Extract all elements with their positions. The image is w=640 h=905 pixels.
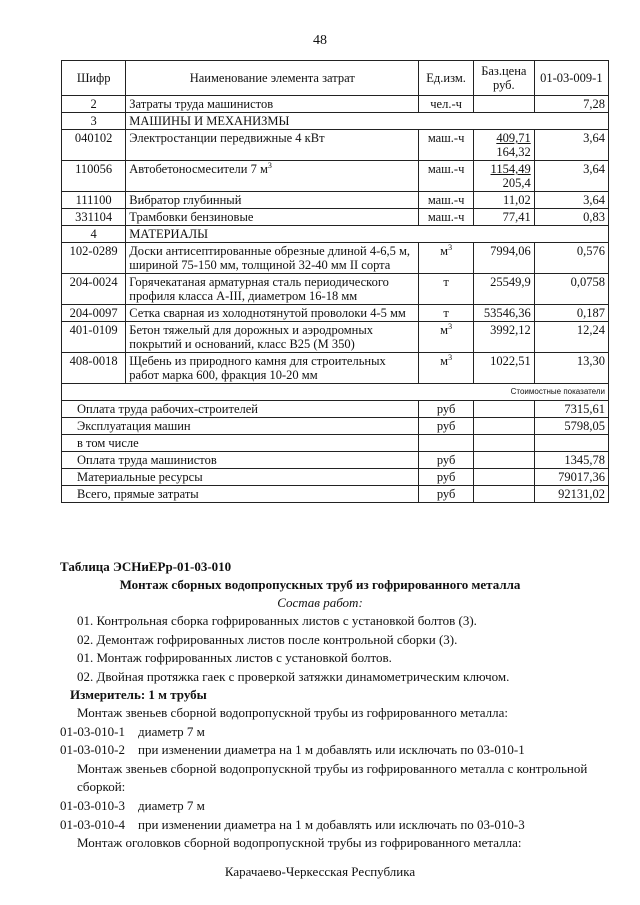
row-code: 3: [62, 113, 126, 130]
row-value: 12,24: [534, 322, 608, 353]
row-price-secondary: 164,32: [496, 145, 531, 159]
row-unit: [419, 130, 474, 161]
cost-table: [61, 60, 609, 503]
summary-price: [473, 452, 534, 469]
norm-text: диаметр 7 м: [138, 723, 205, 739]
header-unit: Ед.изм.: [419, 61, 474, 96]
row-name-text: Затраты труда машинистов: [129, 97, 274, 111]
summary-label: Оплата труда машинистов: [62, 452, 419, 469]
header-code: Шифр: [62, 61, 126, 96]
row-unit-text: маш.-ч: [427, 131, 465, 145]
summary-row: [62, 452, 609, 469]
work-item: 02. Двойная протяжка гаек с проверкой затяжки динамометрическим ключом.: [77, 668, 510, 684]
row-value: 3,64: [534, 161, 608, 192]
table-row: [62, 353, 609, 384]
row-price-value: 25549,9: [490, 275, 531, 289]
row-name-text: Электростанции передвижные 4 кВт: [129, 131, 325, 145]
norm-item: [60, 816, 620, 835]
row-value: 0,187: [534, 305, 608, 322]
summary-value: 79017,36: [534, 469, 608, 486]
norm-code: 01-03-010-3: [60, 797, 125, 813]
row-unit: [419, 305, 474, 322]
summary-row: [62, 401, 609, 418]
row-name: [126, 353, 419, 384]
row-price: [473, 274, 534, 305]
row-name-text: Доски антисептированные обрезные длиной 4-6,5 м, шириной 75-150 мм, толщиной 32-40 мм II сорта: [129, 244, 411, 272]
summary-unit: руб: [419, 418, 474, 435]
table-row: [62, 161, 609, 192]
row-name-text: Вибратор глубинный: [129, 193, 242, 207]
table-row: [62, 243, 609, 274]
row-name: [126, 305, 419, 322]
row-unit-text: т: [443, 275, 449, 289]
row-price-value: 409,71: [496, 131, 531, 145]
row-code: 204-0024: [62, 274, 126, 305]
summary-row: [62, 435, 609, 452]
summary-value: [534, 435, 608, 452]
summary-price: [473, 435, 534, 452]
norm-text: диаметр 7 м: [138, 797, 205, 813]
row-unit-sup: 3: [448, 321, 453, 331]
summary-price: [473, 469, 534, 486]
row-unit-sup: 3: [448, 352, 453, 362]
row-unit: [419, 274, 474, 305]
row-value: 7,28: [534, 96, 608, 113]
summary-row: [62, 418, 609, 435]
row-name: МАТЕРИАЛЫ: [126, 226, 609, 243]
row-value: 0,0758: [534, 274, 608, 305]
row-unit-sup: 3: [448, 242, 453, 252]
row-unit-text: т: [443, 306, 449, 320]
row-price: [473, 209, 534, 226]
norm-description: Монтаж звеньев сборной водопропускной трубы из гофрированного металла:: [77, 705, 509, 720]
table-row: [62, 305, 609, 322]
header-name: Наименование элемента затрат: [126, 61, 419, 96]
row-unit-text: м: [440, 244, 449, 258]
summary-price: [473, 486, 534, 503]
work-item: 01. Монтаж гофрированных листов с установкой болтов.: [77, 650, 392, 666]
summary-body: [62, 401, 609, 503]
summary-label: Всего, прямые затраты: [62, 486, 419, 503]
row-value: 13,30: [534, 353, 608, 384]
row-price: [473, 353, 534, 384]
row-unit: [419, 161, 474, 192]
table-title: Таблица ЭСНиЕРр-01-03-010: [60, 559, 232, 574]
row-code: 408-0018: [62, 353, 126, 384]
row-name: [126, 274, 419, 305]
row-unit: [419, 353, 474, 384]
row-value: 3,64: [534, 192, 608, 209]
row-name-text: Бетон тяжелый для дорожных и аэродромных покрытий и оснований, класс В25 (М 350): [129, 323, 373, 351]
row-unit-text: маш.-ч: [427, 193, 465, 207]
summary-value: 92131,02: [534, 486, 608, 503]
norm-code: 01-03-010-2: [60, 742, 125, 758]
row-value: 0,83: [534, 209, 608, 226]
row-price-value: 1154,49: [490, 162, 531, 176]
row-unit-text: чел.-ч: [430, 97, 462, 111]
summary-unit: [419, 435, 474, 452]
row-price-value: 53546,36: [483, 306, 531, 320]
norm-description: Монтаж оголовков сборной водопропускной трубы из гофрированного металла:: [77, 835, 522, 851]
norm-item: [60, 741, 620, 760]
row-name: МАШИНЫ И МЕХАНИЗМЫ: [126, 113, 609, 130]
row-code: 4: [62, 226, 126, 243]
norm-code: 01-03-010-4: [60, 816, 125, 832]
table-row: [62, 274, 609, 305]
row-name-sup: 3: [267, 160, 272, 170]
row-price: [473, 192, 534, 209]
row-unit: [419, 322, 474, 353]
row-code: 2: [62, 96, 126, 113]
row-name-text: Автобетоносмесители 7 м: [129, 162, 268, 176]
row-unit: [419, 209, 474, 226]
table-row: [62, 130, 609, 161]
summary-row: [62, 469, 609, 486]
summary-unit: руб: [419, 401, 474, 418]
row-unit: [419, 192, 474, 209]
summary-value: 7315,61: [534, 401, 608, 418]
cost-label: Стоимостные показатели: [62, 384, 609, 401]
row-name-text: Щебень из природного камня для строительных работ марка 600, фракция 10-20 мм: [129, 354, 386, 382]
page-footer: Карачаево-Черкесская Республика: [224, 864, 416, 879]
row-name: [126, 322, 419, 353]
table-header-row: [62, 61, 609, 96]
work-list: [60, 612, 620, 686]
norm-description: Монтаж звеньев сборной водопропускной трубы из гофрированного металла с контрольной сборкой:: [77, 760, 588, 795]
page-number: 48: [313, 33, 327, 48]
row-unit: [419, 243, 474, 274]
row-code: 111100: [62, 192, 126, 209]
row-price-secondary: 205,4: [502, 176, 531, 190]
summary-label: Материальные ресурсы: [62, 469, 419, 486]
row-unit: [419, 96, 474, 113]
norm-code: 01-03-010-1: [60, 723, 125, 739]
row-code: 040102: [62, 130, 126, 161]
table-row: [62, 96, 609, 113]
summary-value: 1345,78: [534, 452, 608, 469]
row-value: 3,64: [534, 130, 608, 161]
row-name: [126, 96, 419, 113]
norm-item: [60, 723, 620, 742]
cost-label-row: [62, 384, 609, 401]
row-price-value: 7994,06: [490, 244, 531, 258]
summary-value: 5798,05: [534, 418, 608, 435]
row-name: [126, 161, 419, 192]
row-price: [473, 161, 534, 192]
row-value: 0,576: [534, 243, 608, 274]
norm-text: при изменении диаметра на 1 м добавлять или исключать по 03-010-3: [138, 816, 525, 832]
header-norm: 01-03-009-1: [534, 61, 608, 96]
row-price-value: 77,41: [502, 210, 531, 224]
row-code: 331104: [62, 209, 126, 226]
section-header-row: [62, 113, 609, 130]
header-price: Баз.цена руб.: [473, 61, 534, 96]
row-name: [126, 192, 419, 209]
row-price-value: 3992,12: [490, 323, 531, 337]
row-name-text: Сетка сварная из холоднотянутой проволоки 4-5 мм: [129, 306, 406, 320]
table-row: [62, 192, 609, 209]
row-price: [473, 96, 534, 113]
summary-price: [473, 418, 534, 435]
section-subtitle: Монтаж сборных водопропускных труб из гофрированного металла: [119, 577, 521, 592]
row-unit-text: маш.-ч: [427, 162, 465, 176]
row-code: 110056: [62, 161, 126, 192]
section-header-row: [62, 226, 609, 243]
row-name: [126, 209, 419, 226]
row-price: [473, 243, 534, 274]
norm-items: [60, 704, 620, 853]
work-item: 02. Демонтаж гофрированных листов после контрольной сборки (3).: [77, 631, 458, 647]
meter: Измеритель: 1 м трубы: [70, 687, 207, 702]
row-unit-text: маш.-ч: [427, 210, 465, 224]
summary-unit: руб: [419, 486, 474, 503]
summary-price: [473, 401, 534, 418]
work-item: 01. Контрольная сборка гофрированных листов с установкой болтов (3).: [77, 613, 477, 628]
row-unit-text: м: [440, 323, 449, 337]
row-price: [473, 130, 534, 161]
row-price: [473, 322, 534, 353]
table-row: [62, 209, 609, 226]
row-code: 401-0109: [62, 322, 126, 353]
row-name: [126, 130, 419, 161]
summary-label: Оплата труда рабочих-строителей: [62, 401, 419, 418]
row-price-value: 1022,51: [490, 354, 531, 368]
row-name: [126, 243, 419, 274]
summary-label: в том числе: [62, 435, 419, 452]
composition-title: Состав работ:: [277, 595, 363, 610]
table-row: [62, 322, 609, 353]
norm-item: [60, 797, 620, 816]
row-unit-text: м: [440, 354, 449, 368]
row-price-value: 11,02: [503, 193, 531, 207]
norm-text: при изменении диаметра на 1 м добавлять или исключать по 03-010-1: [138, 742, 525, 758]
summary-label: Эксплуатация машин: [62, 418, 419, 435]
row-code: 204-0097: [62, 305, 126, 322]
table-body: [62, 96, 609, 384]
row-name-text: Горячекатаная арматурная сталь периодического профиля класса А-III, диаметром 16-18 мм: [129, 275, 389, 303]
row-price: [473, 305, 534, 322]
summary-unit: руб: [419, 469, 474, 486]
row-name-text: Трамбовки бензиновые: [129, 210, 254, 224]
summary-row: [62, 486, 609, 503]
summary-unit: руб: [419, 452, 474, 469]
row-code: 102-0289: [62, 243, 126, 274]
